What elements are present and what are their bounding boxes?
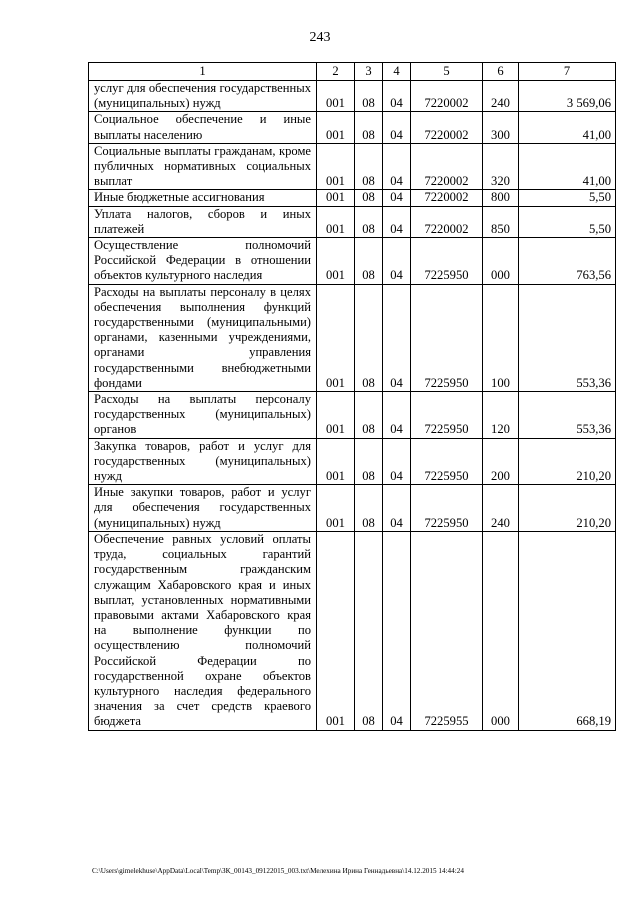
row-code-target: 7225955 <box>411 531 483 730</box>
row-description: Расходы на выплаты персоналу государственных (муниципальных) органов <box>89 392 317 439</box>
row-code-target: 7220002 <box>411 112 483 143</box>
file-path-footer: C:\Users\gimelekhuse\AppData\Local\Temp\ЗК_00143_09122015_003.txt\Мелехина Ирина Геннадьевна\14.12.2015 14:44:24 <box>92 867 464 875</box>
row-code-section: 08 <box>355 190 383 206</box>
row-code-expense-type: 240 <box>483 485 519 532</box>
row-amount: 5,50 <box>519 206 616 237</box>
row-code-section: 08 <box>355 143 383 190</box>
row-code-subsection: 04 <box>383 485 411 532</box>
row-description: Уплата налогов, сборов и иных платежей <box>89 206 317 237</box>
row-code-ministry: 001 <box>317 485 355 532</box>
table-row <box>89 81 616 112</box>
row-description: услуг для обеспечения государственных (муниципальных) нужд <box>89 81 317 112</box>
row-code-subsection: 04 <box>383 238 411 285</box>
row-amount: 3 569,06 <box>519 81 616 112</box>
table-row <box>89 112 616 143</box>
row-code-ministry: 001 <box>317 238 355 285</box>
row-code-subsection: 04 <box>383 143 411 190</box>
row-amount: 210,20 <box>519 438 616 485</box>
row-code-expense-type: 320 <box>483 143 519 190</box>
row-code-subsection: 04 <box>383 438 411 485</box>
header-col-3: 3 <box>355 63 383 81</box>
row-code-section: 08 <box>355 531 383 730</box>
header-col-5: 5 <box>411 63 483 81</box>
row-code-ministry: 001 <box>317 284 355 391</box>
row-code-target: 7225950 <box>411 284 483 391</box>
row-code-expense-type: 000 <box>483 531 519 730</box>
row-code-ministry: 001 <box>317 112 355 143</box>
row-amount: 5,50 <box>519 190 616 206</box>
row-code-subsection: 04 <box>383 112 411 143</box>
row-code-subsection: 04 <box>383 392 411 439</box>
row-code-ministry: 001 <box>317 81 355 112</box>
row-amount: 553,36 <box>519 392 616 439</box>
row-amount: 210,20 <box>519 485 616 532</box>
header-col-4: 4 <box>383 63 411 81</box>
table-row <box>89 143 616 190</box>
row-description: Социальные выплаты гражданам, кроме публичных нормативных социальных выплат <box>89 143 317 190</box>
row-code-expense-type: 850 <box>483 206 519 237</box>
row-code-subsection: 04 <box>383 81 411 112</box>
table-row <box>89 190 616 206</box>
header-col-6: 6 <box>483 63 519 81</box>
row-code-subsection: 04 <box>383 284 411 391</box>
row-code-section: 08 <box>355 206 383 237</box>
row-code-target: 7220002 <box>411 190 483 206</box>
row-code-ministry: 001 <box>317 438 355 485</box>
row-amount: 553,36 <box>519 284 616 391</box>
row-code-section: 08 <box>355 238 383 285</box>
row-code-target: 7220002 <box>411 81 483 112</box>
row-description: Закупка товаров, работ и услуг для государственных (муниципальных) нужд <box>89 438 317 485</box>
row-code-ministry: 001 <box>317 143 355 190</box>
row-code-section: 08 <box>355 81 383 112</box>
row-code-expense-type: 200 <box>483 438 519 485</box>
table-row <box>89 438 616 485</box>
row-code-target: 7220002 <box>411 206 483 237</box>
row-code-ministry: 001 <box>317 190 355 206</box>
row-code-ministry: 001 <box>317 531 355 730</box>
row-code-ministry: 001 <box>317 206 355 237</box>
row-amount: 763,56 <box>519 238 616 285</box>
row-description: Социальное обеспечение и иные выплаты населению <box>89 112 317 143</box>
row-amount: 41,00 <box>519 143 616 190</box>
row-code-subsection: 04 <box>383 206 411 237</box>
row-description: Иные бюджетные ассигнования <box>89 190 317 206</box>
table-row <box>89 206 616 237</box>
row-code-section: 08 <box>355 112 383 143</box>
row-amount: 668,19 <box>519 531 616 730</box>
row-description: Осуществление полномочий Российской Федерации в отношении объектов культурного наследия <box>89 238 317 285</box>
row-code-target: 7225950 <box>411 392 483 439</box>
row-description: Иные закупки товаров, работ и услуг для обеспечения государственных (муниципальных) нужд <box>89 485 317 532</box>
header-row <box>89 63 616 81</box>
header-col-2: 2 <box>317 63 355 81</box>
row-code-section: 08 <box>355 392 383 439</box>
budget-table <box>88 62 616 731</box>
row-code-expense-type: 240 <box>483 81 519 112</box>
page-number: 243 <box>309 30 331 45</box>
row-code-section: 08 <box>355 284 383 391</box>
table-row <box>89 485 616 532</box>
row-code-section: 08 <box>355 438 383 485</box>
table-row <box>89 392 616 439</box>
row-code-target: 7225950 <box>411 438 483 485</box>
row-code-expense-type: 120 <box>483 392 519 439</box>
row-code-target: 7220002 <box>411 143 483 190</box>
table-row <box>89 531 616 730</box>
row-code-subsection: 04 <box>383 190 411 206</box>
row-amount: 41,00 <box>519 112 616 143</box>
table-row <box>89 284 616 391</box>
row-code-expense-type: 300 <box>483 112 519 143</box>
row-code-target: 7225950 <box>411 238 483 285</box>
row-code-expense-type: 000 <box>483 238 519 285</box>
header-col-7: 7 <box>519 63 616 81</box>
row-code-ministry: 001 <box>317 392 355 439</box>
row-code-target: 7225950 <box>411 485 483 532</box>
row-code-subsection: 04 <box>383 531 411 730</box>
row-description: Обеспечение равных условий оплаты труда, социальных гарантий государственным гражданским служащим Хабаровского края и иных выплат, установленных нормативными правовыми актами Хабаровского края на выполнение функции по осуществлению полномочий Российской Федерации по государственной охране объектов культурного наследия федерального значения за счет средств краевого бюджета <box>89 531 317 730</box>
row-code-expense-type: 100 <box>483 284 519 391</box>
row-code-section: 08 <box>355 485 383 532</box>
header-col-1: 1 <box>89 63 317 81</box>
row-description: Расходы на выплаты персоналу в целях обеспечения выполнения функций государственными (муниципальными) органами, казенными учреждениями, органами управления государственными внебюджетными фондами <box>89 284 317 391</box>
row-code-expense-type: 800 <box>483 190 519 206</box>
table-row <box>89 238 616 285</box>
